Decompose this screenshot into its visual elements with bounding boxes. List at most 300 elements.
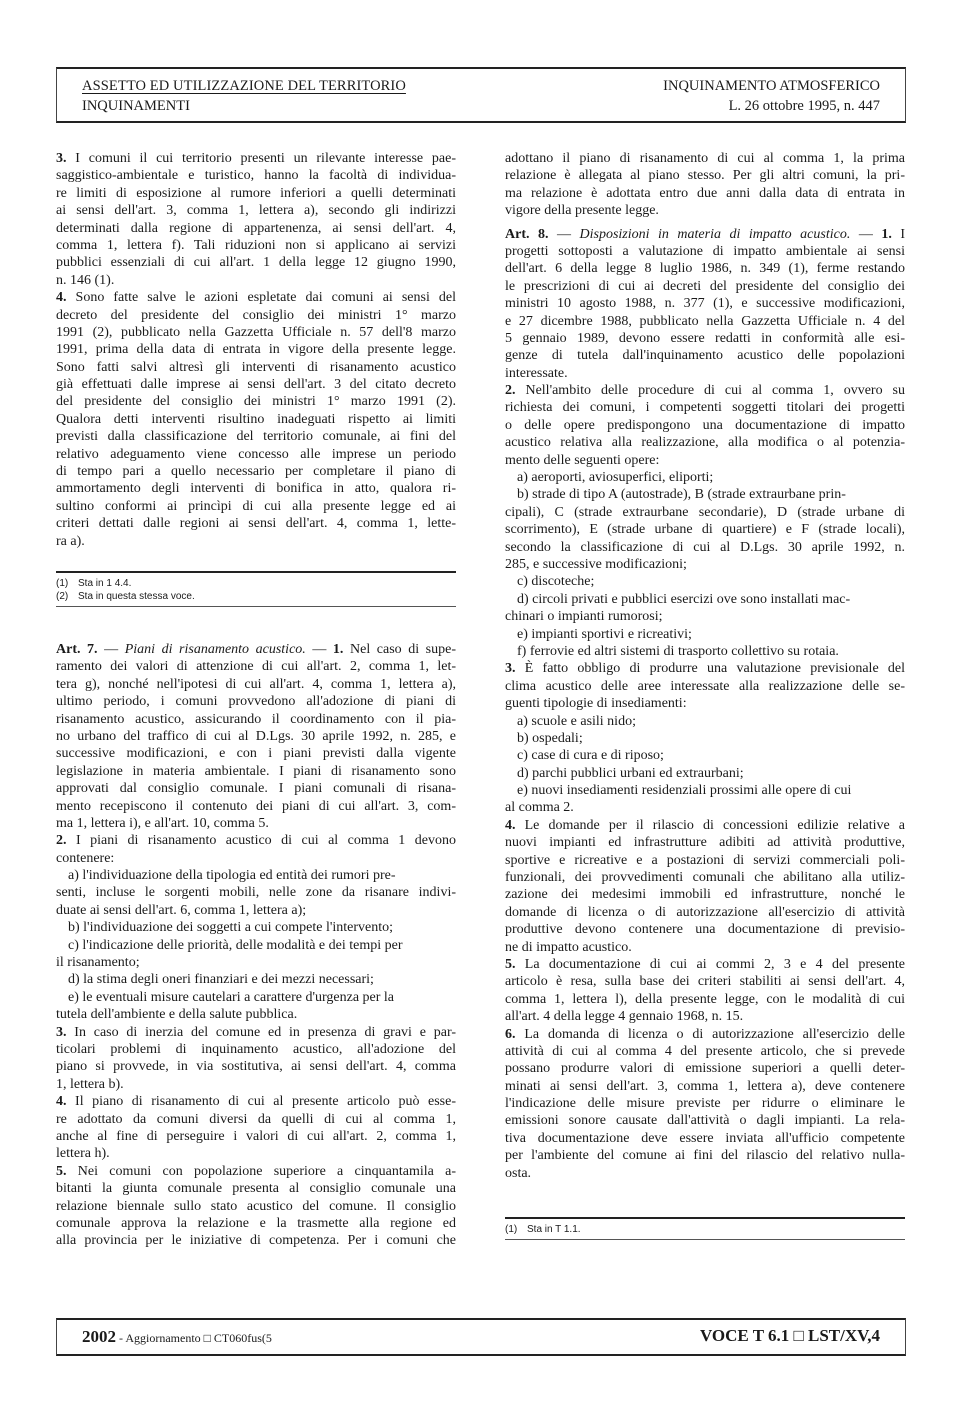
paragraph-number: 2. [56,833,67,849]
text-line [505,1043,905,1060]
text-line [56,498,456,515]
text-line [505,747,905,764]
text-line [505,295,905,312]
text-line [505,1095,905,1112]
line-text: produttive devono contenere una documentazione di previsio- [505,922,905,938]
text-line [505,1112,905,1129]
text-line [56,798,456,815]
text-line [56,1058,456,1075]
text-line [505,660,905,677]
paragraph [505,730,905,747]
line-text: richiesta dei comuni, i competenti soggetti titolari dei progetti [505,400,905,416]
line-text: Il piano di risanamento di cui al presente articolo può esse- [66,1094,456,1110]
line-text: l'indicazione delle misure previste per ridurre o eliminare le [505,1096,905,1112]
line-text: dell'art. 6 della legge 8 luglio 1986, n. 349 (1), ferme restando [505,261,905,277]
text-line [56,289,456,306]
text-line [56,937,456,954]
line-text: ai sensi dell'art. 3, comma 1, lettera a), secondo gli indirizzi [56,203,456,219]
paragraph [56,954,456,971]
paragraph [505,382,905,469]
text-line [505,626,905,643]
text-line [56,693,456,710]
text-line [505,591,905,608]
paragraph [505,782,905,799]
footer-year: 2002 [82,1327,116,1346]
text-line [56,480,456,497]
line-text: Nei comuni con popolazione superiore a cinquantamila a- [66,1163,456,1179]
line-text: attività di cui al comma 4 del presente articolo, che si prevede [505,1043,905,1059]
text-line [505,434,905,451]
text-line [505,486,905,503]
paragraph [505,643,905,660]
line-text: re adottato da comuni diversi da quelli di cui al comma 1, [56,1111,456,1127]
line-text: secondo la classificazione di cui al D.Lgs. 30 aprile 1992, n. [505,539,905,555]
line-text: ramento dei valori di attenzione di cui all'art. 2, comma 1, let- [56,659,456,675]
paragraph [505,486,905,503]
line-text: possano produrre valori di emissione superiori a quelli deter- [505,1061,905,1077]
text-line [56,1006,456,1023]
paragraph [56,658,456,832]
text-line [56,167,456,184]
text-line [505,799,905,816]
line-text: comunale approva la relazione e la trasmette alla regione ed [56,1215,456,1231]
line-text: osta. [505,1165,532,1181]
text-line [505,347,905,364]
line-text: al comma 2. [505,800,574,816]
text-line [56,919,456,936]
line-text: nuovi impianti ed infrastrutture adibiti ad attività produttive, [505,835,905,851]
line-text: alla provincia per le iniziative di competenza. Per i comuni che [56,1233,456,1249]
paragraph [505,765,905,782]
text-line [505,1026,905,1043]
paragraph [505,956,905,1026]
line-text: sultino conformi ai princìpi di cui alla presente legge ed ai [56,498,456,514]
line-text: relativo adeguamento viene concesso alle imprese un periodo [56,446,456,462]
text-line [505,886,905,903]
footnotes-right [505,1217,905,1240]
line-text: I comuni il cui territorio presenti un rilevante interesse pae- [66,151,456,166]
line-text: e) impianti sportivi e ricreativi; [517,626,692,642]
line-text: comma 1, lettera l), della presente legge, con le modalità di cui [505,991,905,1007]
line-text: Nel caso di supe- [343,642,456,657]
text-line [505,1147,905,1164]
text-line [505,167,905,184]
text-line [505,278,905,295]
text-line [56,676,456,693]
text-line [505,991,905,1008]
paragraph-number: 4. [56,1094,67,1110]
header-topic: INQUINAMENTO ATMOSFERICO [663,78,880,94]
line-text: n. 146 (1). [56,272,115,288]
line-text: duate ai sensi dell'art. 6, comma 1, lettera a); [56,902,307,918]
line-text: no urbano del traffico di cui al D.Lgs. 30 aprile 1992, n. 285, e [56,728,456,744]
line-text: e) nuovi insediamenti residenziali prossimi alle opere di cui [517,783,852,799]
line-text: bitanti la giunta comunale presenta al consiglio comunale una [56,1181,456,1197]
text-line [56,533,456,550]
text-line [505,1165,905,1182]
text-line [505,452,905,469]
text-line [56,237,456,254]
text-line [56,185,456,202]
line-text: di tempo pari a quello necessario per completare il piano di [56,464,456,480]
text-line [505,150,905,167]
text-line [56,341,456,358]
line-text: zazione dei medesimi immobili ed infrastrutture, nonché le [505,887,905,903]
line-text: previsti dalla classificazione del territorio comunale, ai fini del [56,429,456,445]
text-line [56,446,456,463]
line-text: clima acustico delle aree interessate alla realizzazione delle se- [505,678,905,694]
line-text: d) la stima degli oneri finanziari e dei mezzi necessari; [68,972,374,988]
line-text: 285, e successive modificazioni; [505,556,687,572]
text-line [56,376,456,393]
line-text: tiva documentazione deve essere inviata all'ufficio competente [505,1130,905,1146]
line-text: ticolari problemi di inquinamento acustico, all'adozione del [56,1041,456,1057]
footer-update-text: - Aggiornamento □ CT060fus(5 [116,1331,272,1345]
text-line [505,956,905,973]
text-line [56,850,456,867]
line-text: f) ferrovie ed altri sistemi di trasporto collettivo su rotaia. [517,643,839,659]
line-text: mento recepiscono il contenuto dei piani di cui all'art. 3, com- [56,798,456,814]
line-text: La domanda di licenza o di autorizzazione all'esercizio delle [515,1026,905,1042]
line-text: approvati dal consiglio comunale. I piani comunali di risana- [56,781,456,797]
line-text: 1991, prima della data di entrata in vigore della presente legge. [56,342,456,358]
footnote-marker: (2) [56,591,69,602]
line-text: progetti sottoposti a valutazione di impatto ambientale ai sensi [505,243,905,259]
line-text: Sono fatte salve le azioni espletate dai comuni ai sensi del [66,290,456,306]
text-line [56,1024,456,1041]
paragraph [505,1026,905,1183]
line-text: 1, lettera b). [56,1076,124,1092]
line-text: saggistico-ambientale e turistico, hanno la facoltà di individua- [56,168,456,184]
paragraph [505,591,905,608]
paragraph [56,1163,456,1250]
line-text: a) scuole e asili nido; [517,713,636,729]
paragraph [505,504,905,574]
paragraph [56,971,456,988]
line-text: già effettuati dalle imprese ai sensi dell'art. 3 del citato decreto [56,377,456,393]
paragraph-number: 5. [505,956,516,972]
line-text: b) strade di tipo A (autostrade), B (strade extraurbane prin- [517,487,846,503]
paragraph [56,867,456,884]
line-text: del presidente del consiglio dei ministri 1° marzo 1991 (2). [56,394,456,410]
text-line [56,393,456,410]
text-line [505,678,905,695]
text-line [56,202,456,219]
line-text: lettera h). [56,1146,110,1162]
header-section-title: ASSETTO ED UTILIZZAZIONE DEL TERRITORIO [82,78,406,94]
line-text: anche al fine di perseguire i valori di cui all'art. 2, comma 1, [56,1128,456,1144]
footnote-text: Sta in T 1.1. [527,1224,581,1235]
line-text: È fatto obbligo di produrre una valutazione previsionale del [515,661,905,677]
text-line [56,220,456,237]
line-text: contenere: [56,850,115,866]
line-text: relazione biennale sullo stato acustico del comune. Il consiglio [56,1198,456,1214]
text-line [56,989,456,1006]
paragraph [505,243,905,382]
text-line [505,417,905,434]
paragraph-number: 1. [332,642,344,657]
footnote [56,590,456,603]
article-title: Disposizioni in materia di impatto acustico. [579,226,851,242]
line-text: c) case di cura e di riposo; [517,748,664,764]
footnote-marker: (1) [56,578,69,589]
paragraph-number: 4. [505,817,516,833]
article-heading: Art. 7. — Piani di risanamento acustico. — 1. Nel caso di supe- [56,642,456,657]
line-text: ministri 10 agosto 1988, n. 377 (1), e successive modificazioni, [505,296,905,312]
line-text: Sono fatti salvi altresì gli interventi di risanamento acustico [56,359,456,375]
line-text: 1991 (2), pubblicato nella Gazzetta Ufficiale n. 57 dell'8 marzo [56,324,456,340]
line-text: legislazione in materia ambientale. I piani di risanamento sono [56,763,456,779]
text-line [505,521,905,538]
article-heading: Art. 8. — Disposizioni in materia di impatto acustico. — 1. I [505,226,906,242]
line-text: b) ospedali; [517,730,583,746]
line-text: interessate. [505,365,568,381]
line-text: pubblici essenziali di cui all'art. 1 della legge 12 giugno 1990, [56,255,456,271]
line-text: scorrimento), E (strade urbane di quartiere) e F (strade locali), [505,522,905,538]
text-line [56,971,456,988]
left-column-top [56,150,456,550]
paragraph-number: 4. [56,290,67,306]
line-text: funzionali, dei provvedimenti comunali che abilitano alla utiliz- [505,870,905,886]
footer-update-info [82,1327,272,1347]
paragraph [56,1006,456,1023]
line-text: emissioni sonore causate dall'attività o dagli impianti. La rela- [505,1113,905,1129]
line-text: e) le eventuali misure cautelari a carattere d'urgenza per la [68,989,395,1005]
paragraph [505,608,905,625]
text-line [505,469,905,486]
line-text: b) l'individuazione dei soggetti a cui compete l'intervento; [68,920,394,936]
line-text: successive modificazioni, e con i piani previsti dalla vigente [56,746,456,762]
text-line [56,815,456,832]
article-7 [56,641,456,1250]
text-line [56,1093,456,1110]
text-line [505,730,905,747]
text-line [56,254,456,271]
text-line [505,834,905,851]
text-line [505,1130,905,1147]
text-line [505,1060,905,1077]
footnote [56,577,456,590]
line-text: cipali), C (strade extraurbane secondarie), D (strade urbane di [505,504,905,520]
paragraph [56,289,456,550]
text-line [505,313,905,330]
line-text: senti, incluse le sorgenti mobili, nelle zone da risanare indivi- [56,885,456,901]
footer-voice-reference: VOCE T 6.1 □ LST/XV,4 [700,1326,880,1345]
line-text: criteri dettati dalle regioni ai sensi dell'art. 4, comma 1, lette- [56,516,456,532]
line-text: I [891,226,906,242]
text-line [505,643,905,660]
text-line [56,324,456,341]
line-text: genze di tutela dall'inquinamento acustico delle popolazioni [505,348,905,364]
paragraph [505,799,905,816]
line-text: c) l'indicazione delle priorità, delle modalità e dei tempi per [68,937,403,953]
line-text: ra a). [56,533,85,549]
line-text: vigore della presente legge. [505,203,659,219]
line-text: d) circoli privati e pubblici esercizi ove sono installati mac- [517,591,851,607]
line-text: per l'ambiente del comune ai fini del rilascio del relativo nulla- [505,1148,905,1164]
text-line [505,382,905,399]
text-line [56,1145,456,1162]
text-line [505,782,905,799]
line-text: o delle opere predispongono una documentazione di impatto [505,417,905,433]
text-line [505,556,905,573]
text-line [505,817,905,834]
footnote-marker: (1) [505,1224,518,1235]
header-subsection: INQUINAMENTI [82,98,190,114]
text-line [56,1215,456,1232]
text-line [505,973,905,990]
text-line [505,573,905,590]
text-line [56,954,456,971]
line-text: comma 1, lettera f). Tali riduzioni non si applicano ai servizi [56,237,456,253]
footnote-text: Sta in questa stessa voce. [78,591,195,602]
text-line [505,330,905,347]
line-text: guenti tipologie di insediamenti: [505,696,687,712]
text-line [56,728,456,745]
text-line [56,763,456,780]
footnote-text: Sta in 1 4.4. [78,578,132,589]
line-text: ma relazione è adottata entro due anni dalla data di entrata in [505,185,905,201]
paragraph [505,469,905,486]
line-text: 5 gennaio 1989, devono essere redatti in conformità alle esi- [505,330,905,346]
text-line [56,515,456,532]
line-text: risanamento acustico, assicurando il coordinamento con il pia- [56,711,456,727]
line-text: determinati dalla regione di appartenenza, ai sensi dell'art. 4, [56,220,456,236]
line-text: acustico relativa alla realizzazione, alla modifica o al potenzia- [505,435,905,451]
text-line [505,202,905,219]
paragraph-number: 3. [56,151,67,166]
line-text: d) parchi pubblici urbani ed extraurbani; [517,765,744,781]
article-number: Art. 8. [505,226,549,242]
page-footer [56,1318,906,1356]
line-text: Qualora detti interventi risultino inadeguati rispetto ai limiti [56,411,456,427]
text-line [56,411,456,428]
text-line [56,1128,456,1145]
line-text: Le domande per il rilascio di concessioni edilizie relative a [515,817,905,833]
paragraph [56,1093,456,1163]
line-text: c) discoteche; [517,574,595,590]
line-text: e 27 dicembre 1988, pubblicato nella Gazzetta Ufficiale n. 4 del [505,313,905,329]
text-line [56,1198,456,1215]
text-line [505,904,905,921]
line-text: il risanamento; [56,955,140,971]
right-column [505,150,905,1182]
text-line [56,1041,456,1058]
paragraph-number: 3. [505,661,516,677]
header-law-reference: L. 26 ottobre 1995, n. 447 [728,98,880,114]
paragraph [505,660,905,712]
line-text: I piani di risanamento acustico di cui al comma 1 devono [66,833,456,849]
text-line [56,463,456,480]
paragraph [56,884,456,919]
line-text: ultimo periodo, i comuni provvedono all'adozione di piani di [56,694,456,710]
line-text: le prescrizioni di cui ai decreti del presidente del consiglio dei [505,278,905,294]
text-line [505,608,905,625]
paragraph-number: 6. [505,1026,516,1042]
text-line [505,852,905,869]
line-text: chinari o impianti rumorosi; [505,609,663,625]
text-line [505,695,905,712]
text-line [505,713,905,730]
paragraph [56,989,456,1006]
paragraph [505,150,905,220]
paragraph [505,626,905,643]
text-line [505,869,905,886]
text-line [56,745,456,762]
footnotes-left [56,571,456,607]
paragraph [505,817,905,956]
text-line [505,1008,905,1025]
paragraph [505,573,905,590]
text-line [56,150,456,167]
text-line [56,428,456,445]
paragraph-number: 2. [505,383,516,399]
paragraph [56,1024,456,1094]
text-line [56,1163,456,1180]
text-line [56,1180,456,1197]
line-text: In caso di inerzia del comune ed in presenza di gravi e par- [66,1024,456,1040]
text-line [56,307,456,324]
paragraph-number: 3. [56,1024,67,1040]
line-text: relazione è allegata al piano stesso. Per gli altri comuni, la pri- [505,168,905,184]
line-text: tutela dell'ambiente e della salute pubblica. [56,1007,298,1023]
text-line [56,884,456,901]
paragraph [56,832,456,867]
line-text: adottano il piano di risanamento di cui al comma 1, la prima [505,151,905,166]
text-line [56,902,456,919]
line-text: articolo è resa, sulla base dei criteri stabiliti ai sensi dell'art. 4, [505,974,905,990]
paragraph [505,747,905,764]
paragraph [505,713,905,730]
line-text: domande di licenza o di autorizzazione all'esercizio di attività [505,904,905,920]
text-line [56,1076,456,1093]
text-line [56,359,456,376]
paragraph-number: 1. [881,226,892,242]
line-text: re limiti di esposizione al rumore inferiori a quelli determinati [56,185,456,201]
text-line [505,399,905,416]
footnote [505,1223,905,1236]
line-text: a) aeroporti, aviosuperfici, eliporti; [517,470,714,486]
text-line [56,832,456,849]
text-line [56,272,456,289]
running-header [56,67,906,123]
line-text: ne di impatto acustico. [505,939,632,955]
text-line [56,867,456,884]
line-text: La documentazione di cui ai commi 2, 3 e 4 del presente [515,956,905,972]
line-text: piano si provvede, in via sostitutiva, ai sensi dell'art. 4, comma [56,1059,456,1075]
text-line [505,504,905,521]
text-line [505,365,905,382]
text-line [505,185,905,202]
line-text: Nell'ambito delle procedure di cui al comma 1, ovvero su [515,383,905,399]
article-number: Art. 7. [56,642,98,657]
text-line [56,780,456,797]
line-text: mento delle seguenti opere: [505,452,660,468]
line-text: a) l'individuazione della tipologia ed entità dei rumori pre- [68,868,396,884]
text-line [56,658,456,675]
line-text: sportive e ricreative e a postazioni di servizi commerciali poli- [505,852,905,868]
line-text: all'art. 4 della legge 4 gennaio 1968, n. 15. [505,1009,744,1025]
line-text: decreto del presidente del consiglio dei ministri 1° marzo [56,307,456,323]
text-line [56,711,456,728]
text-line [56,1232,456,1249]
line-text: tera g), nonché nell'ipotesi di cui all'art. 4, comma 1, lettera a), [56,676,456,692]
paragraph [56,919,456,936]
article-title: Piani di risanamento acustico. [124,642,306,657]
text-line [56,1111,456,1128]
text-line [505,921,905,938]
text-line [505,539,905,556]
